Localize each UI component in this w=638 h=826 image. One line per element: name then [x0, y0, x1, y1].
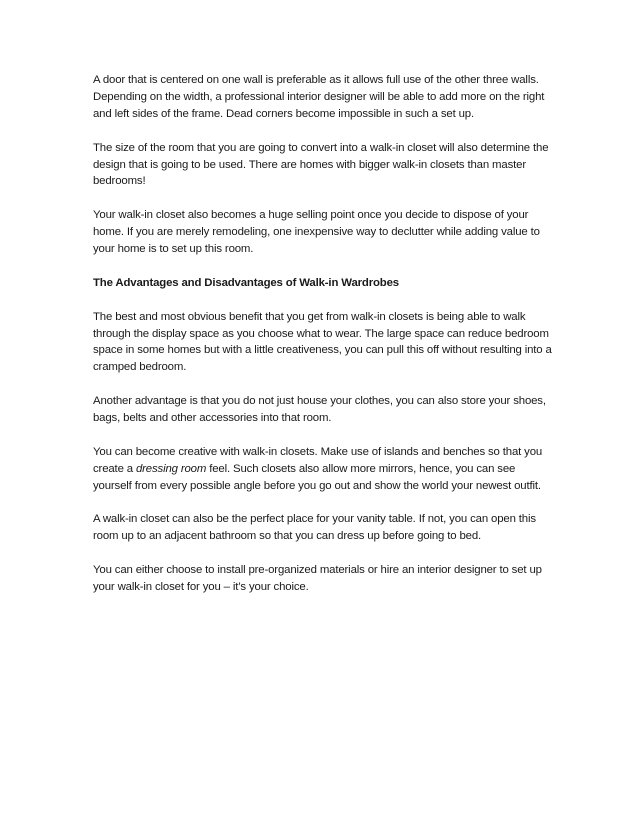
paragraph-creative-closets: [93, 444, 553, 495]
paragraph-your-choice: You can either choose to install pre-organized materials or hire an interior designer to set up your walk-in closet for you – it’s your choice.: [93, 564, 542, 594]
paragraph-selling-point: Your walk-in closet also becomes a huge selling point once you decide to dispose of your home. If you are merely remodeling, one inexpensive way to declutter while adding value to your home is to set up this room.: [93, 209, 540, 256]
paragraph-text-after: feel. Such closets also allow more mirrors, hence, you can see yourself from every possible angle before you go out and show the world your newest outfit.: [93, 462, 541, 492]
paragraph-obvious-benefit: The best and most obvious benefit that you get from walk-in closets is being able to walk through the display space as you choose what to wear. The large space can reduce bedroom space in some homes but with a little creativeness, you can pull this off without resulting into a cramped bedroom.: [93, 310, 552, 374]
paragraph-text-before: You can become creative with walk-in closets. Make use of islands and benches so that you create a: [93, 445, 543, 475]
paragraph-room-size: The size of the room that you are going to convert into a walk-in closet will also determine the design that is going to be used. There are homes with bigger walk-in closets than master bedrooms!: [93, 141, 549, 188]
section-heading: The Advantages and Disadvantages of Walk-in Wardrobes: [93, 276, 399, 289]
document-body: [93, 72, 553, 613]
paragraph-vanity-table: A walk-in closet can also be the perfect place for your vanity table. If not, you can open this room up to an adjacent bathroom so that you can dress up before going to bed.: [93, 513, 536, 543]
paragraph-storage-advantage: Another advantage is that you do not just house your clothes, you can also store your shoes, bags, belts and other accessories into that room.: [93, 395, 546, 425]
emphasis-dressing-room: dressing room: [135, 462, 207, 475]
paragraph-door-placement: A door that is centered on one wall is preferable as it allows full use of the other three walls. Depending on the width, a professional interior designer will be able to add more on the right and left sides of the frame. Dead corners become impossible in such a set up.: [93, 74, 545, 120]
